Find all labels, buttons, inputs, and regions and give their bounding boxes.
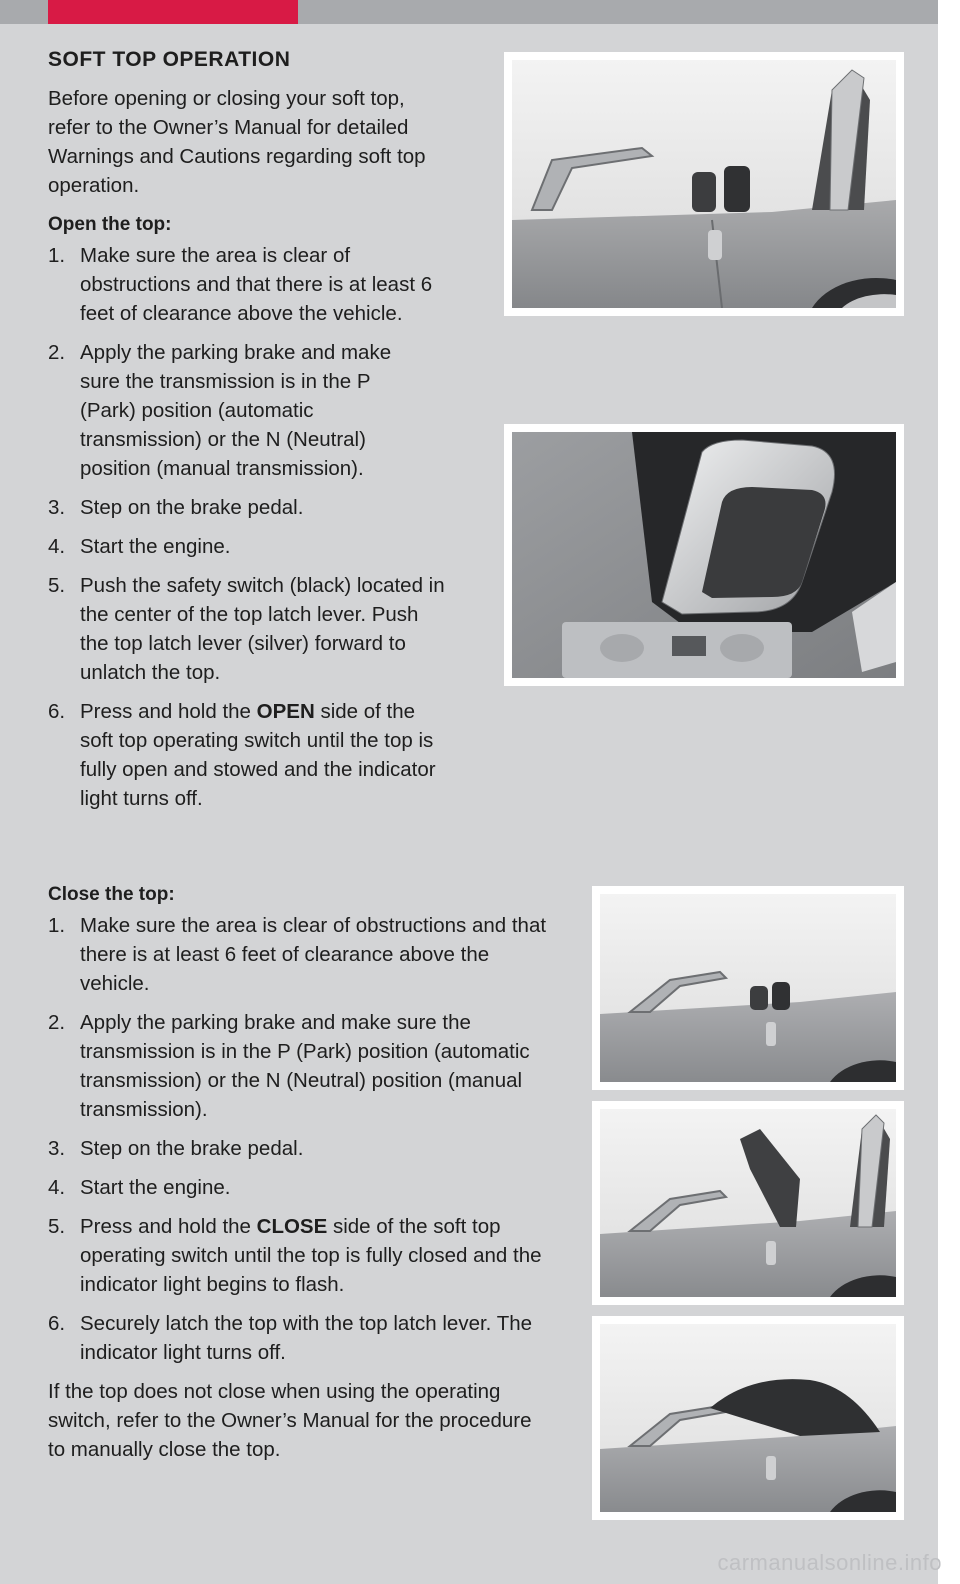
close-step [48,1309,558,1367]
photo-top-opening [504,52,904,316]
step-text: Apply the parking brake and make sure the transmission is in the P (Park) position (automatic transmission) or the N (Neutral) position (manual transmission). [80,341,392,480]
page-edge [938,0,960,1584]
open-keyword: OPEN [256,700,315,723]
photo-close-step-2 [592,1101,904,1305]
photo-latch-lever [504,424,904,686]
step-text: Push the safety switch (black) located in the center of the top latch lever. Push the top latch lever (silver) forward to unlatch the top. [80,574,445,684]
open-step [48,532,448,561]
step-text: Apply the parking brake and make sure the transmission is in the P (Park) position (automatic transmission) or the N (Neutral) position (manual transmission). [80,1011,530,1121]
step-number: 1. [48,914,66,937]
step-number: 4. [48,1176,66,1199]
closing-note: If the top does not close when using the operating switch, refer to the Owner’s Manual for the procedure to manually close the top. [48,1380,532,1461]
open-step [48,338,410,483]
step-text: Securely latch the top with the top latch lever. The indicator light turns off. [80,1312,533,1364]
close-step [48,1134,558,1163]
step-number: 5. [48,574,66,597]
open-heading: Open the top: [48,214,172,235]
close-step [48,1008,558,1124]
step-number: 6. [48,700,66,723]
close-step [48,1173,558,1202]
car-top-rising-illustration [600,1109,896,1297]
latch-lever-illustration [512,432,896,678]
step-number: 2. [48,341,66,364]
step-number: 2. [48,1011,66,1034]
step-number: 1. [48,244,66,267]
car-top-closed-illustration [600,1324,896,1512]
photo-close-step-1 [592,886,904,1090]
step-text: Make sure the area is clear of obstructions and that there is at least 6 feet of clearance above the vehicle. [80,914,547,995]
intro-text: Before opening or closing your soft top, refer to the Owner’s Manual for detailed Warnings and Cautions regarding soft top operation. [48,87,426,197]
step-text: Step on the brake pedal. [80,1137,304,1160]
step-number: 3. [48,496,66,519]
open-step [48,241,448,328]
accent-tab [48,0,298,24]
step-number: 5. [48,1215,66,1238]
photo-close-step-3 [592,1316,904,1520]
car-top-stowed-illustration [600,894,896,1082]
top-bar [0,0,938,24]
step-text: Make sure the area is clear of obstructions and that there is at least 6 feet of clearance above the vehicle. [80,244,433,325]
open-column [48,84,448,823]
watermark-footer: carmanualsonline.info [717,1550,942,1575]
close-step [48,1212,558,1299]
close-heading: Close the top: [48,884,175,905]
step-number: 3. [48,1137,66,1160]
open-step [48,571,450,687]
step-text: Step on the brake pedal. [80,496,304,519]
car-top-opening-illustration [512,60,896,308]
step-text: Press and hold the OPEN side of the soft top operating switch until the top is fully open and stowed and the indicator light turns off. [80,700,436,810]
open-step [48,493,448,522]
step-number: 6. [48,1312,66,1335]
step-text: Start the engine. [80,535,231,558]
step-text: Press and hold the CLOSE side of the soft top operating switch until the top is fully closed and the indicator light begins to flash. [80,1215,542,1296]
close-step [48,911,558,998]
step-number: 4. [48,535,66,558]
close-keyword: CLOSE [256,1215,328,1238]
section-title: SOFT TOP OPERATION [48,48,291,71]
close-column [48,880,558,1464]
open-step [48,697,450,813]
step-text: Start the engine. [80,1176,231,1199]
